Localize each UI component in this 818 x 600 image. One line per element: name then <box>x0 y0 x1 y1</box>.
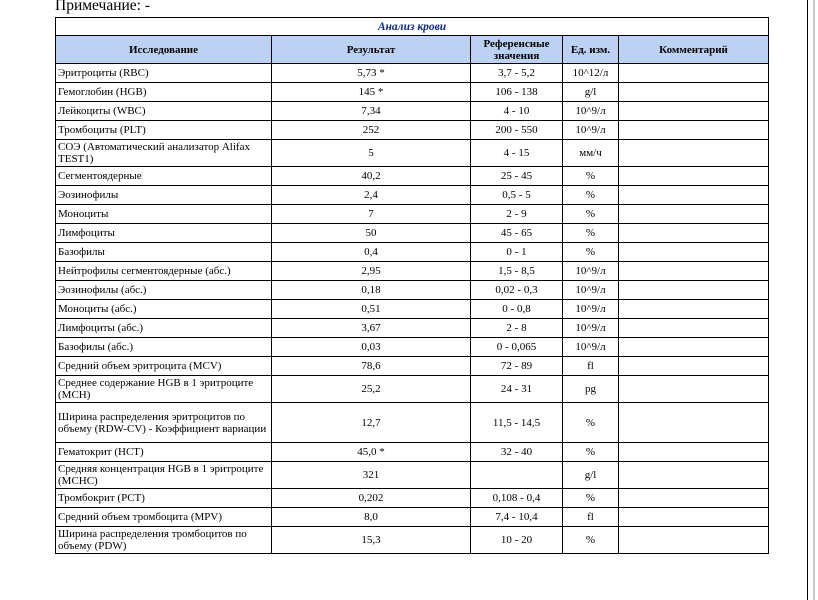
table-row <box>56 205 769 224</box>
cell-test-name: Нейтрофилы сегментоядерные (абс.) <box>56 262 272 281</box>
table-row <box>56 462 769 489</box>
cell-result: 5 <box>272 140 471 167</box>
table-row <box>56 83 769 102</box>
table-row <box>56 376 769 403</box>
header-test: Исследование <box>56 36 272 64</box>
header-result: Результат <box>272 36 471 64</box>
cell-unit: fl <box>563 508 619 527</box>
cell-unit: % <box>563 243 619 262</box>
table-row <box>56 243 769 262</box>
cell-result: 5,73 * <box>272 64 471 83</box>
cell-reference: 3,7 - 5,2 <box>471 64 563 83</box>
cell-test-name: Гемоглобин (HGB) <box>56 83 272 102</box>
cell-comment <box>619 338 769 357</box>
cell-comment <box>619 357 769 376</box>
cell-reference: 0,5 - 5 <box>471 186 563 205</box>
cell-comment <box>619 243 769 262</box>
table-row <box>56 140 769 167</box>
cell-test-name: Лимфоциты (абс.) <box>56 319 272 338</box>
cell-unit: % <box>563 527 619 554</box>
cell-comment <box>619 205 769 224</box>
cell-unit: мм/ч <box>563 140 619 167</box>
table-row <box>56 527 769 554</box>
cell-test-name: Среднее содержание HGB в 1 эритроците (MCH) <box>56 376 272 403</box>
table-row <box>56 338 769 357</box>
cell-test-name: Ширина распределения эритроцитов по объему (RDW-CV) - Коэффициент вариации <box>56 403 272 443</box>
cell-result: 252 <box>272 121 471 140</box>
cell-comment <box>619 300 769 319</box>
cell-reference: 0 - 0,065 <box>471 338 563 357</box>
cell-result: 3,67 <box>272 319 471 338</box>
cell-reference: 0,108 - 0,4 <box>471 489 563 508</box>
cell-comment <box>619 140 769 167</box>
cell-comment <box>619 186 769 205</box>
cell-reference: 4 - 10 <box>471 102 563 121</box>
cell-unit: g/l <box>563 83 619 102</box>
page-border-right <box>807 0 808 600</box>
cell-test-name: Средний объем тромбоцита (MPV) <box>56 508 272 527</box>
cell-test-name: Базофилы <box>56 243 272 262</box>
cell-unit: 10^9/л <box>563 262 619 281</box>
cell-comment <box>619 224 769 243</box>
cell-comment <box>619 462 769 489</box>
cell-unit: 10^9/л <box>563 319 619 338</box>
cell-reference: 0,02 - 0,3 <box>471 281 563 300</box>
table-row <box>56 443 769 462</box>
cell-comment <box>619 508 769 527</box>
cell-test-name: Базофилы (абс.) <box>56 338 272 357</box>
cell-test-name: Моноциты (абс.) <box>56 300 272 319</box>
cell-result: 2,95 <box>272 262 471 281</box>
cell-comment <box>619 319 769 338</box>
cell-test-name: Сегментоядерные <box>56 167 272 186</box>
page-edge-shadow <box>813 0 815 600</box>
cell-test-name: Тромбокрит (PCT) <box>56 489 272 508</box>
table-row <box>56 508 769 527</box>
table-row <box>56 319 769 338</box>
cell-comment <box>619 281 769 300</box>
cell-reference: 0 - 0,8 <box>471 300 563 319</box>
cell-test-name: Лейкоциты (WBC) <box>56 102 272 121</box>
cell-unit: 10^9/л <box>563 338 619 357</box>
header-comment: Комментарий <box>619 36 769 64</box>
table-row <box>56 357 769 376</box>
table-row <box>56 167 769 186</box>
cell-comment <box>619 376 769 403</box>
cell-result: 145 * <box>272 83 471 102</box>
cell-comment <box>619 121 769 140</box>
table-row <box>56 64 769 83</box>
cell-unit: % <box>563 489 619 508</box>
cell-unit: g/l <box>563 462 619 489</box>
cell-result: 0,03 <box>272 338 471 357</box>
cell-unit: % <box>563 443 619 462</box>
cell-result: 25,2 <box>272 376 471 403</box>
blood-test-table <box>55 17 769 554</box>
table-row <box>56 186 769 205</box>
cell-unit: % <box>563 205 619 224</box>
cell-result: 0,51 <box>272 300 471 319</box>
cell-result: 12,7 <box>272 403 471 443</box>
cell-reference: 200 - 550 <box>471 121 563 140</box>
table-title: Анализ крови <box>56 18 769 36</box>
cell-result: 40,2 <box>272 167 471 186</box>
cell-reference: 2 - 8 <box>471 319 563 338</box>
cell-test-name: Моноциты <box>56 205 272 224</box>
cell-test-name: Эозинофилы (абс.) <box>56 281 272 300</box>
cell-result: 78,6 <box>272 357 471 376</box>
cell-result: 8,0 <box>272 508 471 527</box>
cell-result: 7 <box>272 205 471 224</box>
table-row <box>56 281 769 300</box>
table-header-row <box>56 36 769 64</box>
cell-reference: 25 - 45 <box>471 167 563 186</box>
cell-reference: 45 - 65 <box>471 224 563 243</box>
cell-comment <box>619 527 769 554</box>
cell-reference <box>471 462 563 489</box>
cell-test-name: СОЭ (Автоматический анализатор Alifax TEST1) <box>56 140 272 167</box>
cell-comment <box>619 443 769 462</box>
cell-unit: % <box>563 403 619 443</box>
cell-test-name: Лимфоциты <box>56 224 272 243</box>
cell-comment <box>619 489 769 508</box>
cell-test-name: Эритроциты (RBC) <box>56 64 272 83</box>
cell-unit: 10^12/л <box>563 64 619 83</box>
cell-result: 321 <box>272 462 471 489</box>
cell-result: 45,0 * <box>272 443 471 462</box>
cell-comment <box>619 102 769 121</box>
cell-reference: 11,5 - 14,5 <box>471 403 563 443</box>
cell-unit: 10^9/л <box>563 102 619 121</box>
cell-unit: % <box>563 224 619 243</box>
header-unit: Ед. изм. <box>563 36 619 64</box>
cell-test-name: Средний объем эритроцита (MCV) <box>56 357 272 376</box>
note-line: Примечание: - <box>55 0 151 14</box>
table-row <box>56 121 769 140</box>
cell-reference: 24 - 31 <box>471 376 563 403</box>
cell-test-name: Эозинофилы <box>56 186 272 205</box>
cell-reference: 0 - 1 <box>471 243 563 262</box>
cell-comment <box>619 83 769 102</box>
cell-reference: 32 - 40 <box>471 443 563 462</box>
cell-unit: pg <box>563 376 619 403</box>
cell-reference: 72 - 89 <box>471 357 563 376</box>
cell-unit: 10^9/л <box>563 300 619 319</box>
table-row <box>56 102 769 121</box>
cell-result: 0,4 <box>272 243 471 262</box>
table-row <box>56 224 769 243</box>
cell-result: 0,18 <box>272 281 471 300</box>
cell-test-name: Гематокрит (HCT) <box>56 443 272 462</box>
cell-result: 15,3 <box>272 527 471 554</box>
cell-unit: % <box>563 186 619 205</box>
cell-reference: 4 - 15 <box>471 140 563 167</box>
cell-reference: 106 - 138 <box>471 83 563 102</box>
cell-result: 2,4 <box>272 186 471 205</box>
cell-result: 0,202 <box>272 489 471 508</box>
cell-unit: 10^9/л <box>563 281 619 300</box>
cell-unit: fl <box>563 357 619 376</box>
cell-comment <box>619 64 769 83</box>
cell-reference: 2 - 9 <box>471 205 563 224</box>
header-reference: Референсные значения <box>471 36 563 64</box>
cell-test-name: Ширина распределения тромбоцитов по объему (PDW) <box>56 527 272 554</box>
cell-comment <box>619 403 769 443</box>
cell-reference: 1,5 - 8,5 <box>471 262 563 281</box>
table-row <box>56 300 769 319</box>
cell-test-name: Средняя концентрация HGB в 1 эритроците (MCHC) <box>56 462 272 489</box>
cell-reference: 7,4 - 10,4 <box>471 508 563 527</box>
cell-result: 50 <box>272 224 471 243</box>
cell-test-name: Тромбоциты (PLT) <box>56 121 272 140</box>
cell-result: 7,34 <box>272 102 471 121</box>
table-row <box>56 489 769 508</box>
cell-unit: 10^9/л <box>563 121 619 140</box>
table-row <box>56 403 769 443</box>
cell-reference: 10 - 20 <box>471 527 563 554</box>
cell-comment <box>619 262 769 281</box>
cell-comment <box>619 167 769 186</box>
table-row <box>56 262 769 281</box>
cell-unit: % <box>563 167 619 186</box>
